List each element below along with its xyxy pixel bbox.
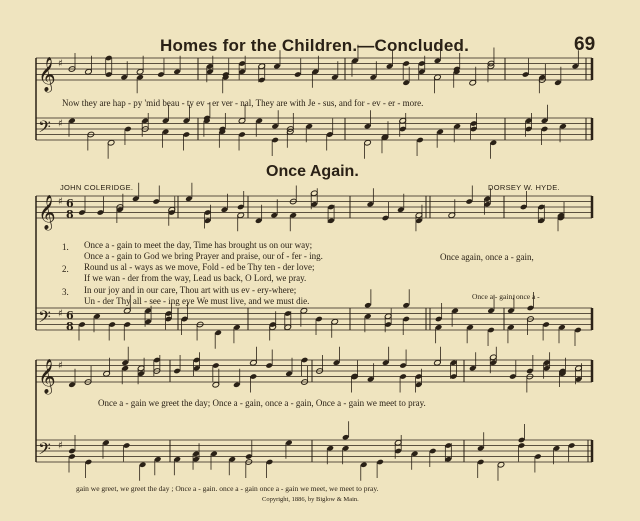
verse-line-2: Once a - gain to God we bring Prayer and praise, our of - fer - ing.: [84, 251, 323, 261]
chorus-upper-lyric: Once again, once a - gain,: [440, 252, 534, 262]
song-title: Once Again.: [266, 163, 359, 180]
svg-text:𝄢: 𝄢: [38, 306, 51, 331]
composer-credit: JOHN COLERIDGE.: [60, 183, 134, 192]
verse-number-1: 1.: [62, 242, 69, 252]
verse-number-3: 3.: [62, 287, 69, 297]
verse-line-6: Un - der Thy all - see - ing eye We must live, and we must die.: [84, 296, 310, 306]
verse-line-3: Round us al - ways as we move, Fold - ed be Thy ten - der love;: [84, 262, 315, 272]
copyright-notice: Copyright, 1886, by Biglow & Main.: [262, 496, 359, 503]
page-title: Homes for the Children.—Concluded.: [160, 36, 470, 55]
svg-text:♯: ♯: [58, 58, 63, 70]
chorus-lower-lyric: Once a - gain, once a -: [472, 292, 540, 301]
svg-text:♯: ♯: [58, 440, 63, 452]
arranger-credit: DORSEY W. HYDE.: [488, 183, 560, 192]
svg-text:𝄢: 𝄢: [38, 438, 51, 463]
svg-text:𝄞: 𝄞: [38, 57, 56, 92]
svg-text:8: 8: [66, 208, 74, 221]
verse-line-1: Once a - gain to meet the day, Time has brought us on our way;: [84, 240, 313, 250]
lyric-line-3: Once a - gain we greet the day; Once a - gain, once a - gain, Once a - gain we meet to pray.: [98, 398, 426, 408]
svg-text:𝄞: 𝄞: [38, 195, 56, 230]
svg-text:6: 6: [66, 197, 74, 210]
verse-number-2: 2.: [62, 264, 69, 274]
page-number: 69: [574, 34, 596, 55]
svg-text:♯: ♯: [58, 360, 63, 372]
svg-text:6: 6: [66, 309, 74, 322]
svg-text:♯: ♯: [58, 196, 63, 208]
bass-lyric-line: gain we greet, we greet the day ; Once a - gain. once a - gain once a - gain we meet, we meet to pray.: [76, 484, 379, 493]
svg-text:𝄢: 𝄢: [38, 116, 51, 141]
svg-text:𝄞: 𝄞: [38, 359, 56, 394]
verse-line-4: If we wan - der from the way, Lead us back, O Lord, we pray.: [84, 273, 307, 283]
lyric-line-1: Now they are hap - py 'mid beau - ty ev - er ver - nal, They are with Je - sus, and for - ev - er - more.: [62, 98, 424, 108]
svg-text:♯: ♯: [58, 308, 63, 320]
svg-text:8: 8: [66, 320, 74, 333]
verse-line-5: In our joy and in our care, Thou art with us ev - ery-where;: [84, 285, 297, 295]
svg-text:♯: ♯: [58, 118, 63, 130]
